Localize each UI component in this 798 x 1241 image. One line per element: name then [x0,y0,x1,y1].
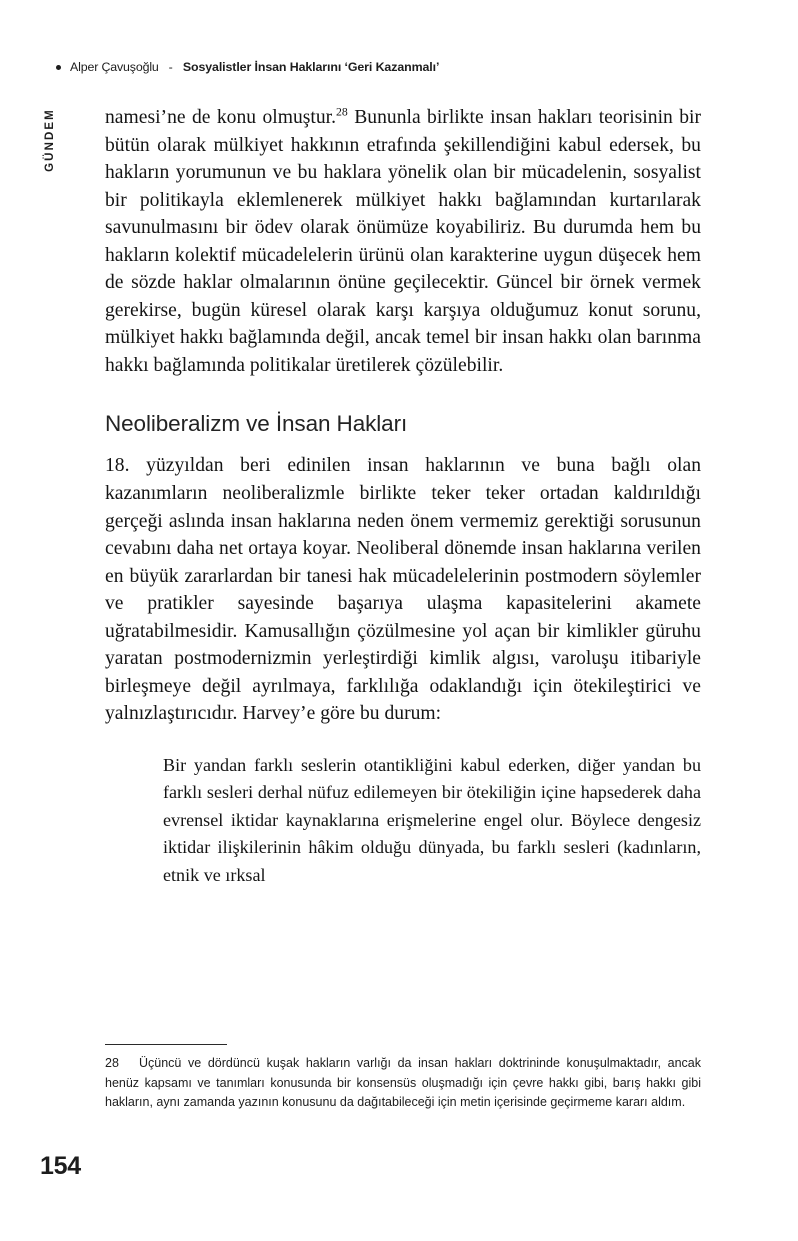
section-heading: Neoliberalizm ve İnsan Hakları [105,411,408,437]
footnote-zone [105,1044,701,1113]
block-quote: Bir yandan farklı seslerin otantikliğini kabul ederken, diğer yandan bu farklı sesleri derhal nüfuz edilemeyen bir ötekiliğin içine hapsederek daha evrensel iktidar kaynaklarına erişmelerine engel olur. Böylece dengesiz iktidar ilişkilerinin hâkim olduğu dünyada, bu farklı sesleri (kadınların, etnik ve ırksal [163,754,701,885]
bullet-dot-icon [56,65,61,70]
spacer [105,728,701,752]
footnote-separator-rule [105,1044,227,1045]
footnote-reference-28[interactable]: 28 [336,105,348,119]
paragraph-1-rest: Bununla birlikte insan hakları teorisinin bir bütün olarak mülkiyet hakkının etrafında şekillendiğini kabul edersek, bu hakların yorumunun ve bu haklara yönelik olan bir mücadelenin, sosyalist bir politikayla eklemlenerek mülkiyet hakkı bağlamından kurtarılarak savunulmasını bir ödev olarak önümüze koyabiliriz. Bu durumda hem bu hakların kolektif mücadelelerin ürünü olan karakterine uygun düşecek hem de sözde haklar olmalarının önüne geçilecektir. Güncel bir örnek vermek gerekirse, bugün küresel olarak karşı karşıya olduğumuz konut sorunu, mülkiyet hakkı bağlamında değil, ancak temel bir insan hakkı olan barınma hakkı bağlamında politikalar üretilerek çözülebilir. [105,107,701,376]
spacer [105,379,701,410]
text-column [105,104,701,889]
running-head-author: Alper Çavuşoğlu [70,60,159,74]
footnote-text: Üçüncü ve dördüncü kuşak hakların varlığı da insan hakları doktrininde konuşulmaktadır, ancak henüz kapsamı ve tanımları konusunda bir konsensüs oluşmadığı için çevre hakkı gibi, barış hakkı gibi hakların, aynı zamanda yazının konusunu da dağıtabileceği için metin içerisinde geçirmeme kararı aldım. [105,1056,701,1110]
paragraph-1 [105,104,701,379]
section-tab-label: GÜNDEM [44,108,56,172]
footnote-28 [105,1054,701,1113]
paragraph-1-lead: namesi’ne de konu olmuştur. [105,107,337,128]
page-number: 154 [40,1152,81,1180]
paragraph-2: 18. yüzyıldan beri edinilen insan haklarının ve buna bağlı olan kazanımların neoliberalizmle birlikte teker teker ortadan kaldırıldığı gerçeği aslında insan haklarına neden önem vermemiz gerektiği sorusunun cevabını daha net ortaya koyar. Neoliberal dönemde insan haklarına verilen en büyük zararlardan bir tanesi hak mücadelelerinin postmodern söylemler ve pratikler sayesinde başarıya ulaşma kapasitelerini akamete uğratabilmesidir. Kamusallığın çözülmesine yol açan bir kimlikler güruhu yaratan postmodernizmin yerleştirdiği kimlik algısı, varoluşu itibariyle birleşmeye değil ayrılmaya, farklılığa odaklandığı için ötekileştirici ve yalnızlaştırıcıdır. Harvey’e göre bu durum: [105,455,701,725]
footnote-number: 28 [105,1056,119,1070]
section-tab [36,92,64,188]
running-head [56,60,716,74]
running-head-article-title: Sosyalistler İnsan Haklarını ‘Geri Kazanmalı’ [182,60,440,74]
spacer [105,438,701,452]
running-head-separator: - [168,60,173,74]
